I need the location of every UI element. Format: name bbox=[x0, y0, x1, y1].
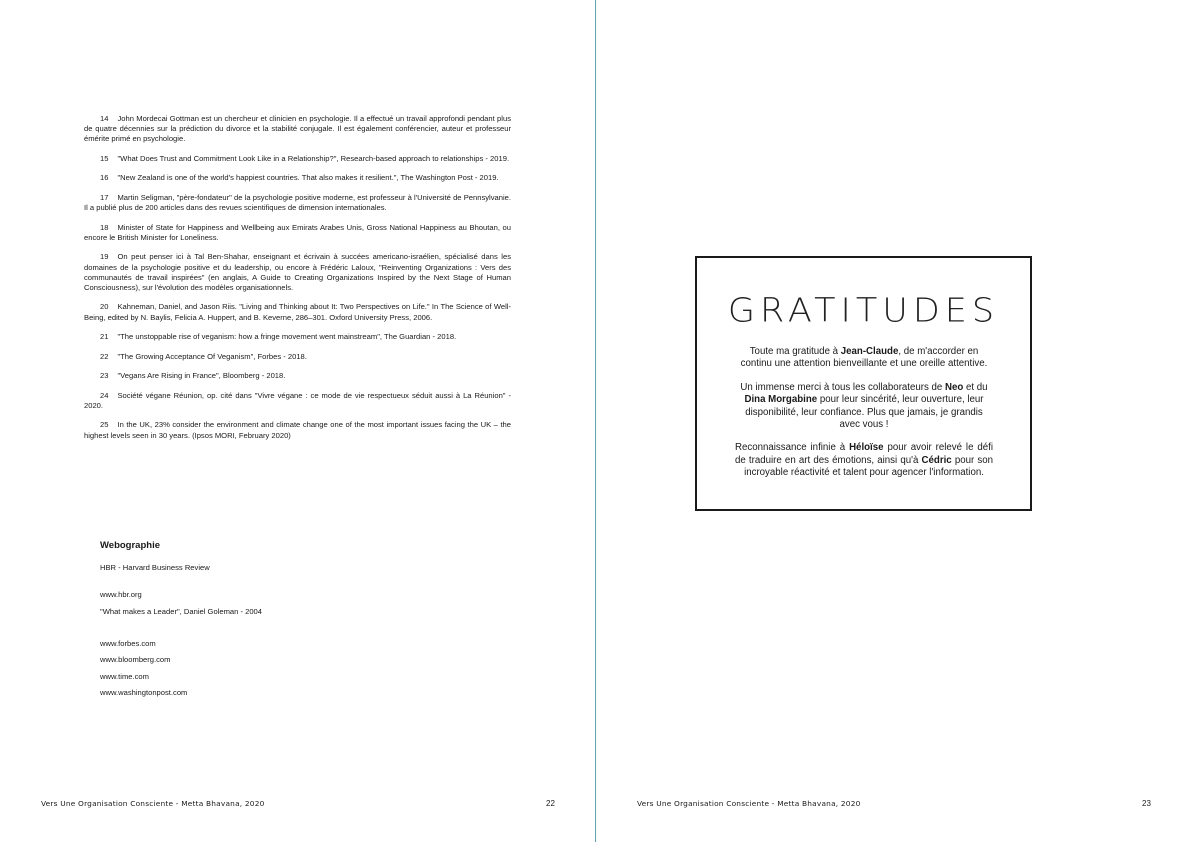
webography-link[interactable]: www.bloomberg.com bbox=[100, 655, 171, 665]
endnote-number: 25 bbox=[100, 420, 109, 430]
webography-reference: "What makes a Leader", Daniel Goleman - 2004 bbox=[100, 607, 262, 616]
organization-name: Neo bbox=[945, 381, 964, 393]
endnote-text: Kahneman, Daniel, and Jason Riis. "Living and Thinking about It: Two Perspectives on Life." In The Science of Well-Being, edited by N. Baylis, Felicia A. Huppert, and B. Keverne, 286–301. Oxford University Press, 2006. bbox=[84, 302, 511, 322]
page-footer: Vers Une Organisation Consciente - Metta Bhavana, 2020 bbox=[41, 799, 265, 808]
text-run: et du bbox=[963, 381, 988, 393]
text-run: Reconnaissance infinie à bbox=[735, 442, 850, 454]
webography-link[interactable]: www.hbr.org bbox=[100, 590, 142, 599]
endnote bbox=[84, 352, 511, 362]
endnote-number: 17 bbox=[100, 192, 109, 202]
endnote bbox=[84, 420, 511, 440]
endnote bbox=[84, 252, 511, 293]
endnote-number: 21 bbox=[100, 332, 109, 342]
endnote-text: "What Does Trust and Commitment Look Like in a Relationship?", Research-based approach to relationships - 2019. bbox=[117, 153, 510, 163]
endnote bbox=[84, 193, 511, 213]
text-run: pour avoir relevé le défi de traduire en art des émotions, ainsi qu'à bbox=[735, 442, 994, 466]
page-number: 23 bbox=[1142, 799, 1151, 808]
page-footer: Vers Une Organisation Consciente - Metta Bhavana, 2020 bbox=[637, 799, 861, 808]
left-page bbox=[0, 0, 595, 842]
endnote-number: 22 bbox=[100, 351, 109, 361]
webography bbox=[100, 541, 262, 698]
endnote-number: 16 bbox=[100, 173, 109, 183]
endnotes bbox=[84, 114, 511, 450]
endnote bbox=[84, 332, 511, 342]
endnote-number: 24 bbox=[100, 390, 109, 400]
endnote bbox=[84, 302, 511, 322]
endnote-text: "New Zealand is one of the world's happiest countries. That also makes it resilient.", The Washington Post - 2019. bbox=[117, 173, 499, 183]
gratitudes-box bbox=[695, 256, 1032, 511]
text-run: , de m'accorder en continu une attention bienveillante et une oreille attentive. bbox=[740, 346, 988, 370]
endnote-text: In the UK, 23% consider the environment and climate change one of the most important issues facing the UK – the highest levels seen in 30 years. (Ipsos MORI, February 2020) bbox=[84, 420, 511, 440]
endnote-number: 20 bbox=[100, 302, 109, 312]
endnote-number: 15 bbox=[100, 153, 109, 163]
right-page bbox=[596, 0, 1191, 842]
webography-link[interactable]: www.time.com bbox=[100, 671, 149, 681]
endnote-number: 19 bbox=[100, 252, 109, 262]
endnote-text: John Mordecai Gottman est un chercheur et clinicien en psychologie. Il a effectué un travail approfondi pendant plus de quatre décennies sur la prédiction du divorce et la stabilité conjugale. Il est également conférencier, auteur et professeur émérite primé en psychologie. bbox=[84, 114, 511, 144]
endnote-text: "Vegans Are Rising in France", Bloomberg - 2018. bbox=[117, 371, 286, 381]
gratitudes-body bbox=[735, 346, 993, 491]
person-name: Jean-Claude bbox=[840, 346, 899, 357]
text-run: Toute ma gratitude à bbox=[749, 346, 841, 357]
endnote-text: "The Growing Acceptance Of Veganism", Forbes - 2018. bbox=[117, 351, 307, 361]
webography-title: Webographie bbox=[100, 540, 160, 551]
text-run: Un immense merci à tous les collaborateurs de bbox=[740, 381, 946, 393]
endnote-number: 18 bbox=[100, 222, 109, 232]
endnote bbox=[84, 223, 511, 243]
endnote bbox=[84, 114, 511, 145]
person-name: Cédric bbox=[921, 454, 952, 466]
endnote-text: Société végane Réunion, op. cité dans "Vivre végane : ce mode de vie respectueux séduit aussi à La Réunion" - 2020. bbox=[84, 390, 511, 410]
endnote bbox=[84, 154, 511, 164]
webography-source: HBR - Harvard Business Review bbox=[100, 563, 210, 572]
endnote-text: Martin Seligman, "père-fondateur" de la psychologie positive moderne, est professeur à l'Université de Pennsylvanie. Il a publié plus de 200 articles dans des revues scientifiques de dimension internationales. bbox=[84, 192, 511, 213]
endnote-text: Minister of State for Happiness and Wellbeing aux Emirats Arabes Unis, Gross National Happiness au Bhoutan, ou encore le British Minister for Loneliness. bbox=[84, 222, 511, 242]
organization-name: Dina Morgabine bbox=[744, 394, 818, 406]
gratitude-paragraph bbox=[735, 442, 993, 479]
text-run: pour leur sincérité, leur ouverture, leur disponibilité, leur confiance. Plus que jamais, je grandis avec vous ! bbox=[745, 394, 984, 431]
webography-link[interactable]: www.washingtonpost.com bbox=[100, 687, 188, 697]
endnote-number: 14 bbox=[100, 114, 109, 123]
endnote-text: On peut penser ici à Tal Ben-Shahar, enseignant et écrivain à succées americano-israélien, spécialisé dans les domaines de la psychologie positive et du leadership, ou encore à Frédéric Laloux, "Reinventing Organizations : Vers des communautés de travail inspirées" (en anglais, A Guide to Creating Organizations Inspired by the Next Stage of Human Consciousness), sur l'évolution des modèles organisationnels. bbox=[84, 252, 511, 292]
endnote bbox=[84, 371, 511, 381]
page-number: 22 bbox=[546, 799, 555, 808]
gratitude-paragraph bbox=[735, 382, 993, 432]
gratitude-paragraph bbox=[735, 346, 993, 371]
endnote bbox=[84, 391, 511, 411]
text-run: pour son incroyable réactivité et talent pour agencer l'information. bbox=[744, 454, 993, 479]
gratitudes-title: GRATITUDES bbox=[727, 292, 1000, 330]
person-name: Héloïse bbox=[849, 442, 884, 454]
endnote-number: 23 bbox=[100, 371, 109, 381]
endnote-text: "The unstoppable rise of veganism: how a fringe movement went mainstream", The Guardian - 2018. bbox=[117, 332, 457, 342]
webography-link[interactable]: www.forbes.com bbox=[100, 639, 156, 648]
endnote bbox=[84, 173, 511, 183]
